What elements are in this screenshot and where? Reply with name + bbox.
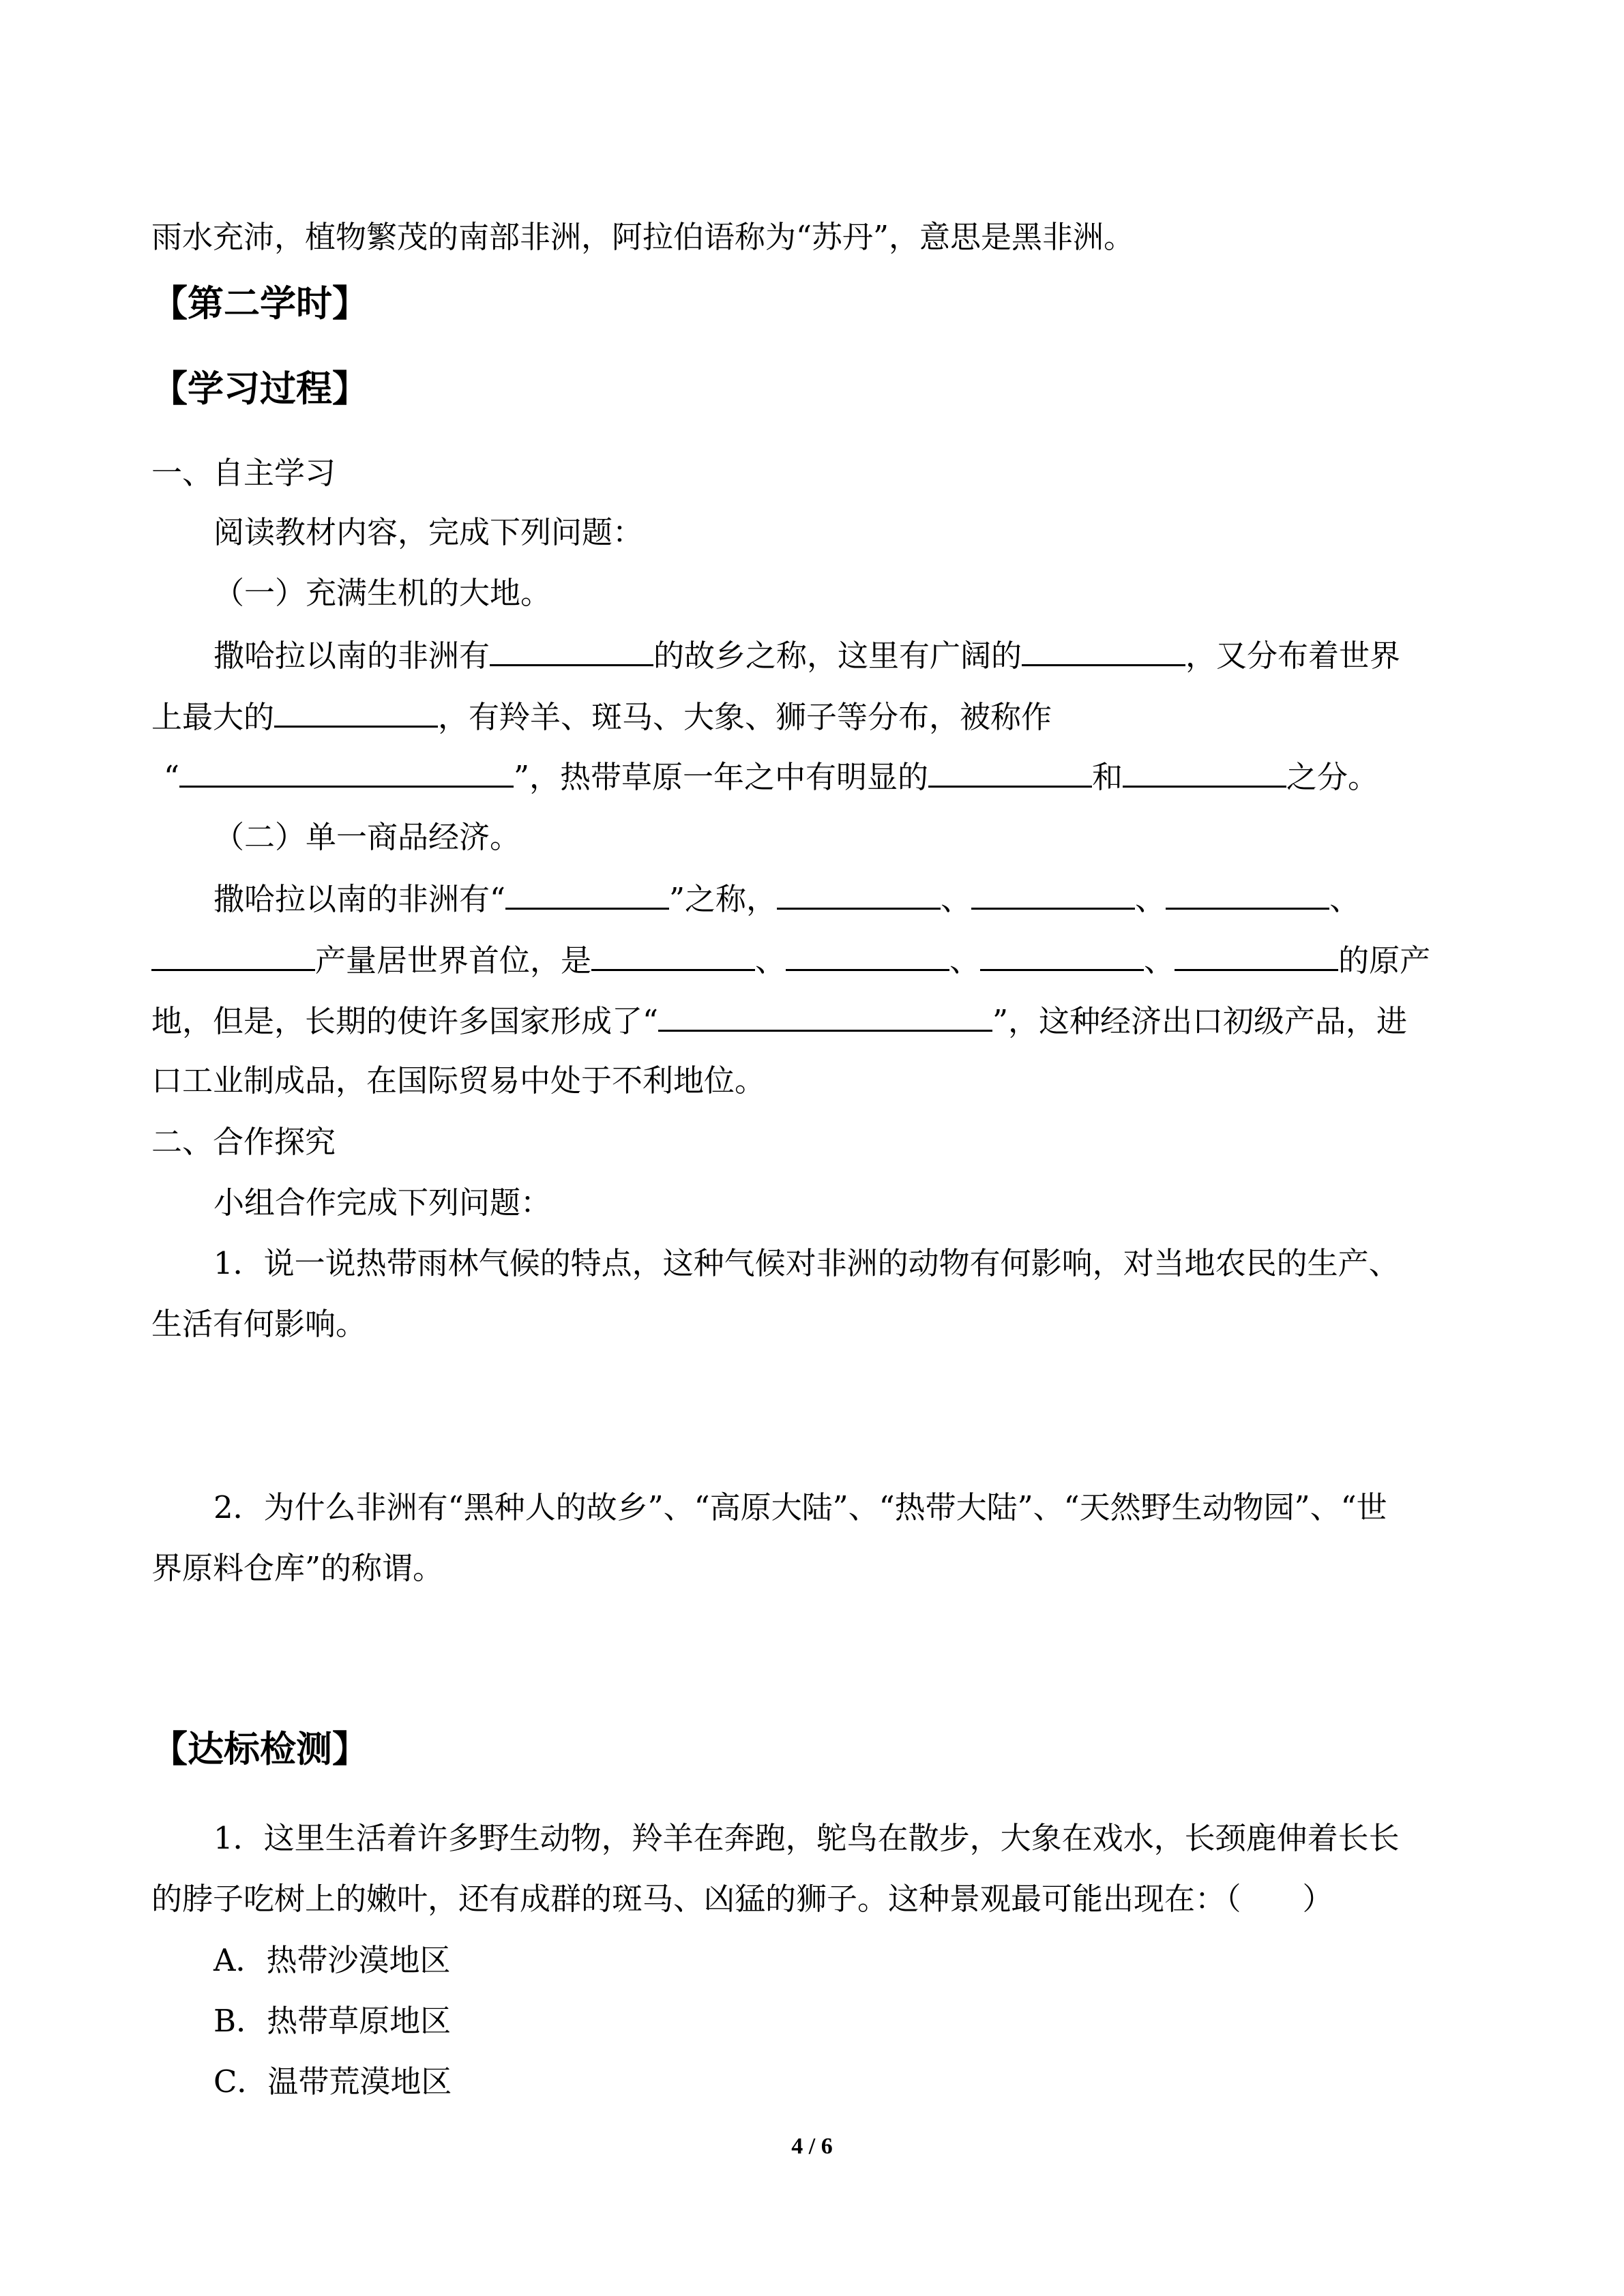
- assessment-q1-line2: 的脖子吃树上的嫩叶，还有成群的斑马、凶猛的狮子。这种景观最可能出现在：（ ）: [151, 1881, 1333, 1917]
- text-span: ，又分布着世界: [1185, 638, 1401, 674]
- part1-title: （一）充满生机的大地。: [213, 575, 552, 611]
- page-number: 4 / 6: [791, 2134, 833, 2159]
- part2-text-line3: [151, 1000, 1624, 1042]
- intro-line: 雨水充沛，植物繁茂的南部非洲，阿拉伯语称为“苏丹”，意思是黑非洲。: [151, 219, 1135, 255]
- text-span: 的故乡之称，这里有广阔的: [653, 638, 1022, 674]
- text-span: ”，这种经济出口初级产品，进: [992, 1003, 1408, 1039]
- text-span: 撒哈拉以南的非洲有“: [213, 881, 506, 917]
- fill-blank[interactable]: [179, 756, 514, 788]
- fill-blank[interactable]: [151, 939, 315, 971]
- text-span: 、: [755, 942, 786, 979]
- heading-second-lesson: 【第二学时】: [151, 282, 368, 325]
- fill-blank[interactable]: [274, 696, 438, 728]
- cooperation-q1-line1: 1．说一说热带雨林气候的特点，这种气候对非洲的动物有何影响，对当地农民的生产、: [213, 1245, 1400, 1281]
- text-span: 和: [1092, 759, 1123, 795]
- text-span: 地，但是，长期的使许多国家形成了“: [151, 1003, 659, 1039]
- text-span: 上最大的: [151, 699, 275, 735]
- fill-blank[interactable]: [1166, 878, 1329, 910]
- cooperation-q2-line1: 2．为什么非洲有“黑种人的故乡”、“高原大陆”、“热带大陆”、“天然野生动物园”、“世: [213, 1489, 1387, 1525]
- section-self-study-title: 一、自主学习: [151, 455, 336, 491]
- option-c: C．温带荒漠地区: [213, 2063, 452, 2100]
- section-cooperation-title: 二、合作探究: [151, 1124, 336, 1160]
- fill-blank[interactable]: [658, 1000, 992, 1032]
- text-span: ，有羚羊、斑马、大象、狮子等分布，被称作: [438, 699, 1052, 735]
- fill-blank[interactable]: [1123, 756, 1286, 788]
- fill-blank[interactable]: [777, 878, 941, 910]
- assessment-q1-line1: 1．这里生活着许多野生动物，羚羊在奔跑，鸵鸟在散步，大象在戏水，长颈鹿伸着长长: [213, 1820, 1400, 1856]
- cooperation-instruction: 小组合作完成下列问题：: [213, 1184, 552, 1221]
- fill-blank[interactable]: [490, 634, 653, 666]
- fill-blank[interactable]: [980, 939, 1144, 971]
- fill-blank[interactable]: [971, 878, 1135, 910]
- part1-text-line3: [164, 756, 1624, 798]
- heading-learning-process: 【学习过程】: [151, 368, 368, 410]
- fill-blank[interactable]: [591, 939, 755, 971]
- option-a: A．热带沙漠地区: [213, 1942, 451, 1978]
- fill-blank[interactable]: [1022, 634, 1185, 666]
- text-span: 撒哈拉以南的非洲有: [213, 638, 490, 674]
- cooperation-q2-line2: 界原料仓库”的称谓。: [151, 1550, 444, 1586]
- text-span: 、: [1329, 881, 1361, 917]
- part2-title: （二）单一商品经济。: [213, 819, 521, 855]
- fill-blank[interactable]: [786, 939, 949, 971]
- text-span: 、: [941, 881, 972, 917]
- option-b: B．热带草原地区: [213, 2003, 452, 2039]
- text-span: ”，热带草原一年之中有明显的: [514, 759, 929, 795]
- text-span: 产量居世界首位，是: [315, 942, 592, 979]
- text-span: 的原产: [1338, 942, 1431, 979]
- cooperation-q1-line2: 生活有何影响。: [151, 1306, 367, 1342]
- part2-text-line2: [151, 939, 1624, 981]
- part1-text-line2: [151, 696, 1624, 738]
- fill-blank[interactable]: [928, 756, 1092, 788]
- text-span: 、: [949, 942, 981, 979]
- text-span: 、: [1144, 942, 1175, 979]
- self-study-instruction: 阅读教材内容，完成下列问题：: [213, 514, 644, 550]
- fill-blank[interactable]: [505, 878, 669, 910]
- part1-text-line1: [213, 634, 1624, 676]
- text-span: “: [164, 759, 180, 795]
- text-span: 之分。: [1286, 759, 1379, 795]
- part2-text-line4: 口工业制成品，在国际贸易中处于不利地位。: [151, 1062, 766, 1099]
- fill-blank[interactable]: [1175, 939, 1338, 971]
- text-span: ”之称，: [669, 881, 778, 917]
- part2-text-line1: [213, 878, 1624, 920]
- text-span: 、: [1135, 881, 1166, 917]
- heading-assessment: 【达标检测】: [151, 1728, 368, 1770]
